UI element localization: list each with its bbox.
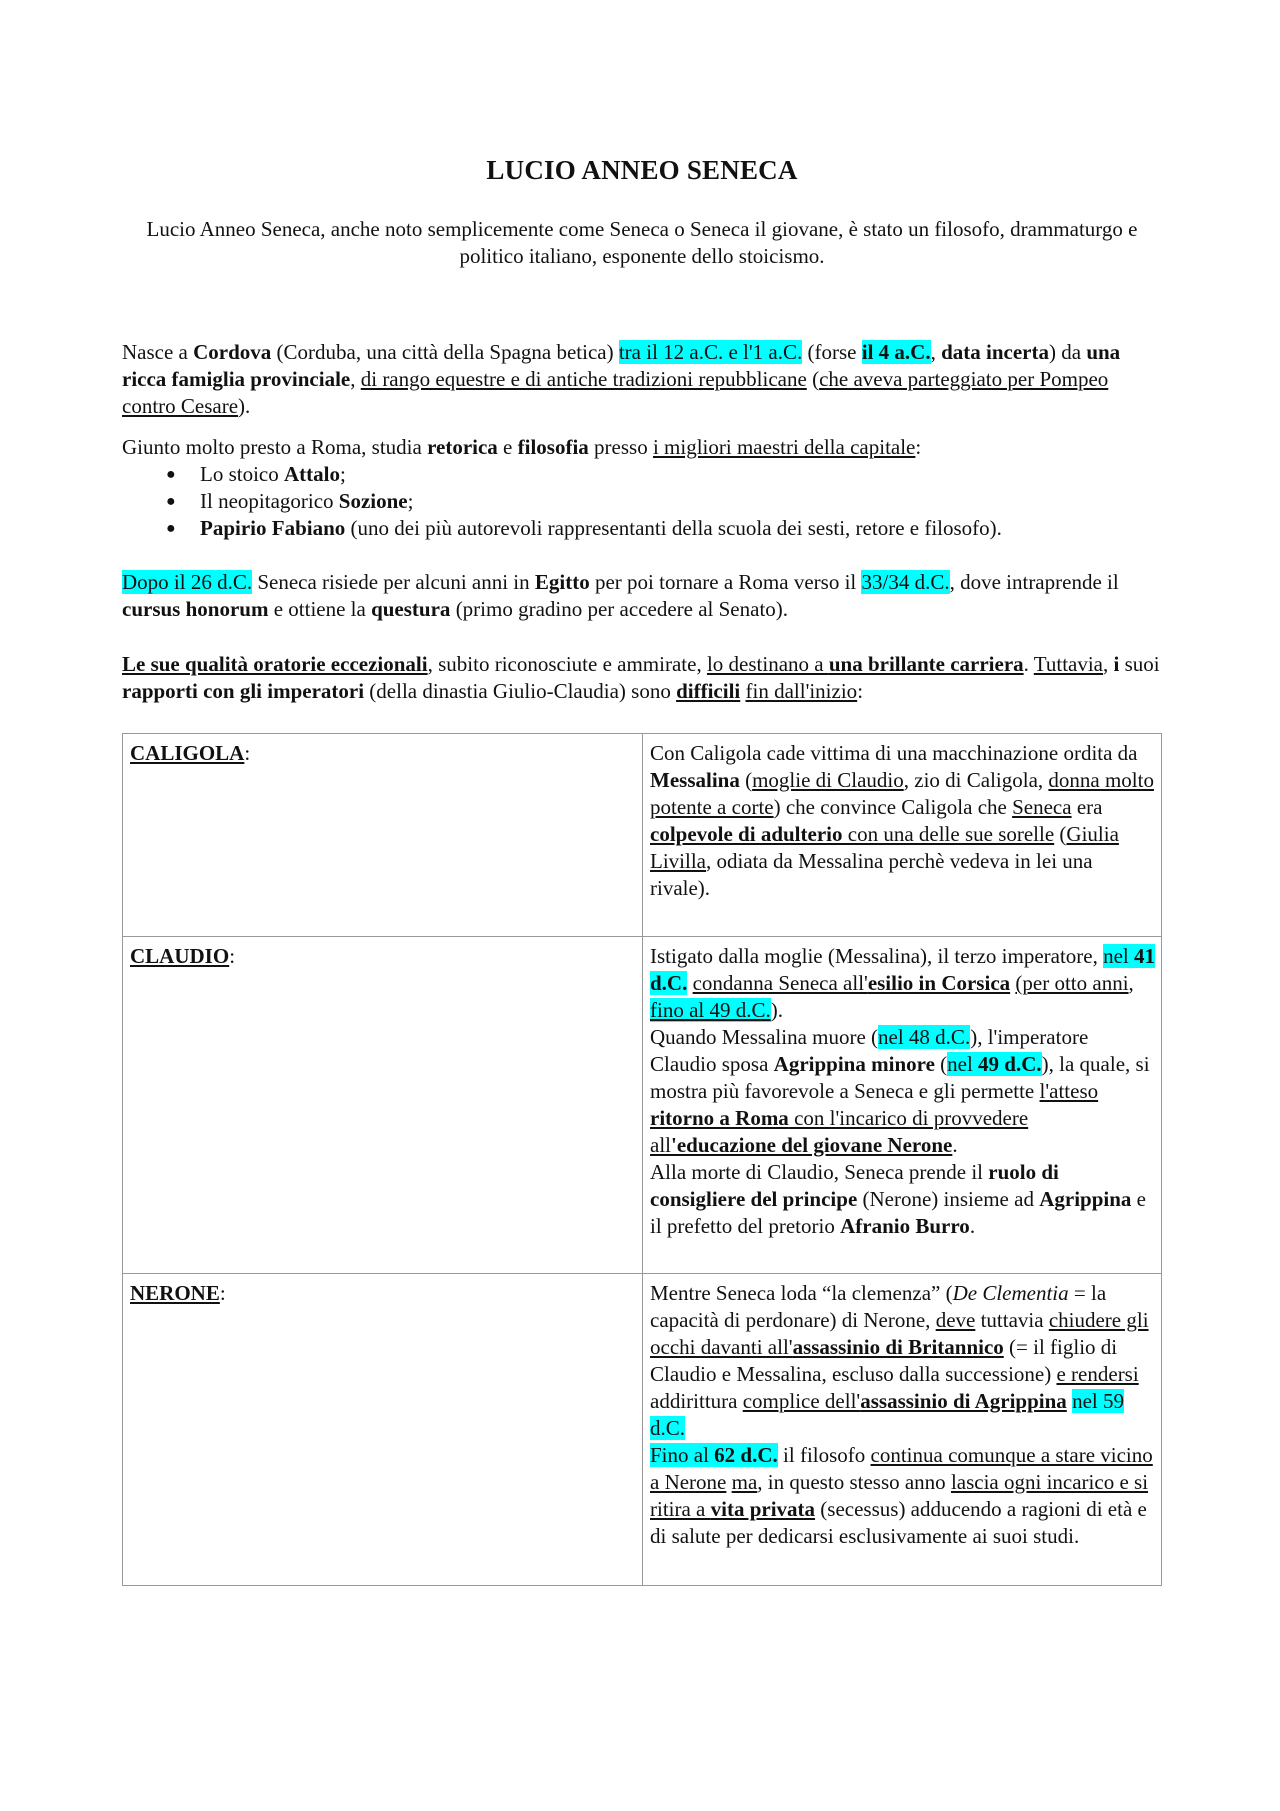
education-paragraph: Giunto molto presto a Roma, studia retorica e filosofia presso i migliori maestri della capitale:: [122, 435, 922, 459]
document-title: LUCIO ANNEO SENECA: [486, 155, 798, 185]
masters-list: [122, 461, 1162, 542]
table-row: [123, 734, 1162, 937]
emperor-description-cell: Istigato dalla moglie (Messalina), il terzo imperatore, nel 41 d.C. condanna Seneca all'esilio in Corsica (per otto anni, fino al 49 d.C.). Quando Messalina muore (nel 48 d.C.), l'imperatore Claudio sposa Agrippina minore (nel 49 d.C.), la quale, si mostra più favorevole a Seneca e gli permette l'atteso ritorno a Roma con l'incarico di provvedere all'educazione del giovane Nerone. Alla morte di Claudio, Seneca prende il ruolo di consigliere del principe (Nerone) insieme ad Agrippina e il prefetto del pretorio Afranio Burro.: [643, 937, 1162, 1274]
list-item: ● Lo stoico Attalo;: [166, 462, 346, 486]
bullet-icon: ●: [166, 493, 176, 510]
table-row: [123, 1274, 1162, 1586]
emperor-description-cell: Mentre Seneca loda “la clemenza” (De Clementia = la capacità di perdonare) di Nerone, deve tuttavia chiudere gli occhi davanti all'assassinio di Britannico (= il figlio di Claudio e Messalina, escluso dalla successione) e rendersi addirittura complice dell'assassinio di Agrippina nel 59 d.C. Fino al 62 d.C. il filosofo continua comunque a stare vicino a Nerone ma, in questo stesso anno lascia ogni incarico e si ritira a vita privata (secessus) adducendo a ragioni di età e di salute per dedicarsi esclusivamente ai suoi studi.: [643, 1274, 1162, 1586]
bullet-icon: ●: [166, 520, 176, 537]
emperor-name-cell: CLAUDIO:: [123, 937, 643, 1274]
list-item: ● Il neopitagorico Sozione;: [166, 489, 414, 513]
emperor-description-cell: Con Caligola cade vittima di una macchinazione ordita da Messalina (moglie di Claudio, zio di Caligola, donna molto potente a corte) che convince Caligola che Seneca era colpevole di adulterio con una delle sue sorelle (Giulia Livilla, odiata da Messalina perchè vedeva in lei una rivale).: [643, 734, 1162, 937]
emperors-intro-paragraph: Le sue qualità oratorie eccezionali, subito riconosciute e ammirate, lo destinano a una brillante carriera. Tuttavia, i suoi rapporti con gli imperatori (della dinastia Giulio-Claudia) sono difficili fin dall'inizio:: [122, 652, 1160, 703]
emperor-name-cell: CALIGOLA:: [123, 734, 643, 937]
list-item: ● Papirio Fabiano (uno dei più autorevoli rappresentanti della scuola dei sesti, retore e filosofo).: [166, 516, 1002, 540]
career-paragraph: Dopo il 26 d.C. Seneca risiede per alcuni anni in Egitto per poi tornare a Roma verso il 33/34 d.C., dove intraprende il cursus honorum e ottiene la questura (primo gradino per accedere al Senato).: [122, 570, 1119, 621]
bullet-icon: ●: [166, 466, 176, 483]
table-row: [123, 937, 1162, 1274]
emperors-table: [122, 733, 1162, 1586]
emperor-name-cell: NERONE:: [123, 1274, 643, 1586]
birth-paragraph: Nasce a Cordova (Corduba, una città della Spagna betica) tra il 12 a.C. e l'1 a.C. (forse il 4 a.C., data incerta) da una ricca famiglia provinciale, di rango equestre e di antiche tradizioni repubblicane (che aveva parteggiato per Pompeo contro Cesare).: [122, 340, 1121, 418]
intro-paragraph: Lucio Anneo Seneca, anche noto semplicemente come Seneca o Seneca il giovane, è stato un filosofo, drammaturgo e politico italiano, esponente dello stoicismo.: [146, 217, 1138, 268]
